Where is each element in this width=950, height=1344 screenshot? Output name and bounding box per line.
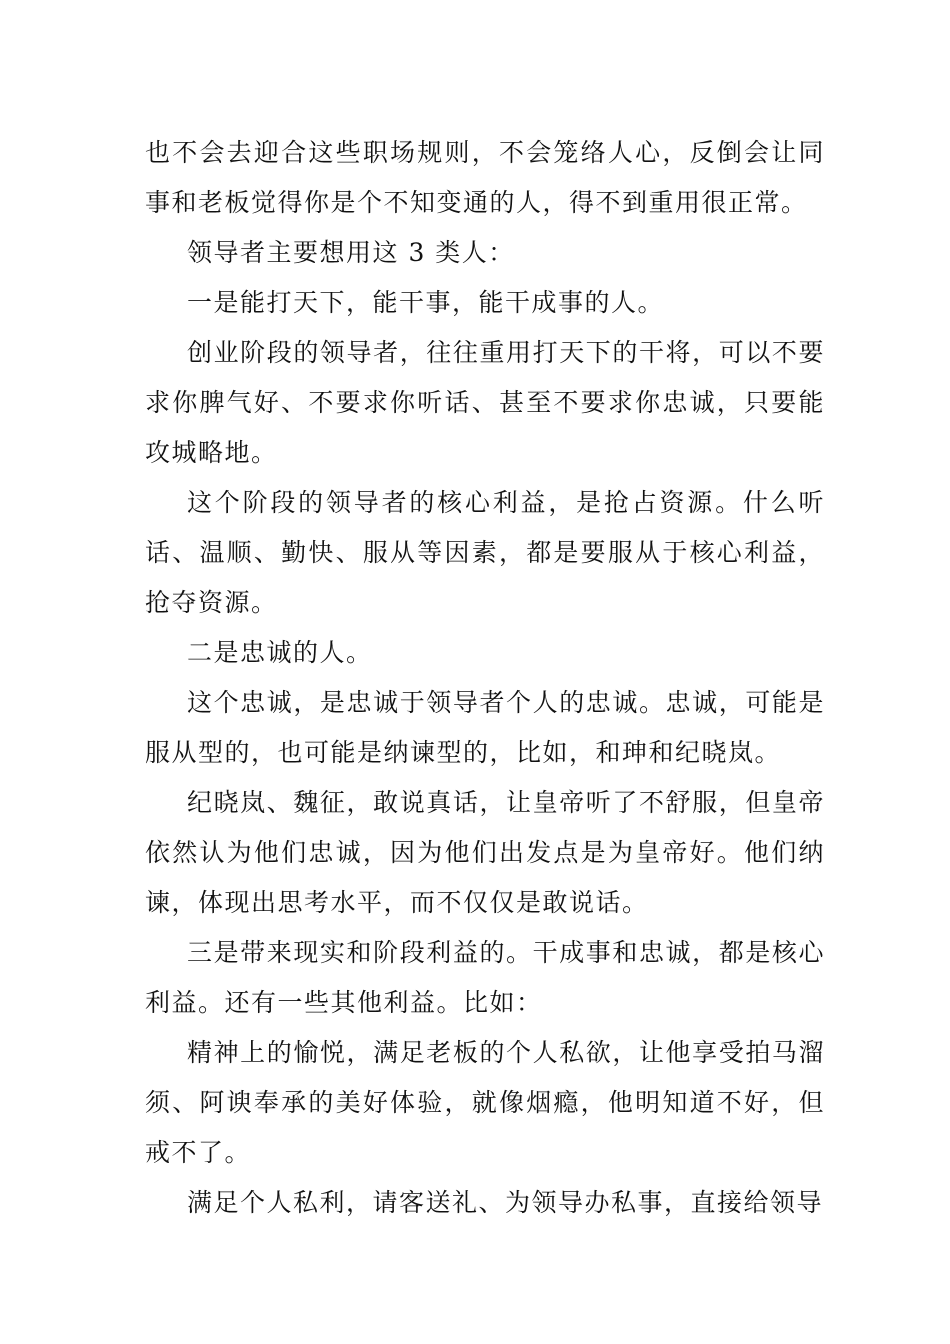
document-body [145, 128, 825, 1228]
paragraph: 纪晓岚、魏征，敢说真话，让皇帝听了不舒服，但皇帝依然认为他们忠诚，因为他们出发点是为皇帝好。他们纳谏，体现出思考水平，而不仅仅是敢说话。 [145, 788, 825, 917]
paragraph: 三是带来现实和阶段利益的。干成事和忠诚，都是核心利益。还有一些其他利益。比如： [145, 938, 825, 1017]
paragraph: 精神上的愉悦，满足老板的个人私欲，让他享受拍马溜须、阿谀奉承的美好体验，就像烟瘾，他明知道不好，但戒不了。 [145, 1038, 825, 1167]
paragraph: 也不会去迎合这些职场规则，不会笼络人心，反倒会让同事和老板觉得你是个不知变通的人，得不到重用很正常。 [145, 138, 825, 217]
paragraph: 一是能打天下，能干事，能干成事的人。 [187, 288, 665, 317]
paragraph: 创业阶段的领导者，往往重用打天下的干将，可以不要求你脾气好、不要求你听话、甚至不要求你忠诚，只要能攻城略地。 [145, 338, 825, 467]
paragraph: 二是忠诚的人。 [187, 638, 373, 667]
paragraph: 这个忠诚，是忠诚于领导者个人的忠诚。忠诚，可能是服从型的，也可能是纳谏型的，比如，和珅和纪晓岚。 [145, 688, 825, 767]
paragraph: 领导者主要想用这 3 类人： [187, 238, 515, 267]
paragraph: 这个阶段的领导者的核心利益，是抢占资源。什么听话、温顺、勤快、服从等因素，都是要服从于核心利益，抢夺资源。 [145, 488, 825, 617]
paragraph: 满足个人私利，请客送礼、为领导办私事，直接给领导 [187, 1188, 824, 1217]
